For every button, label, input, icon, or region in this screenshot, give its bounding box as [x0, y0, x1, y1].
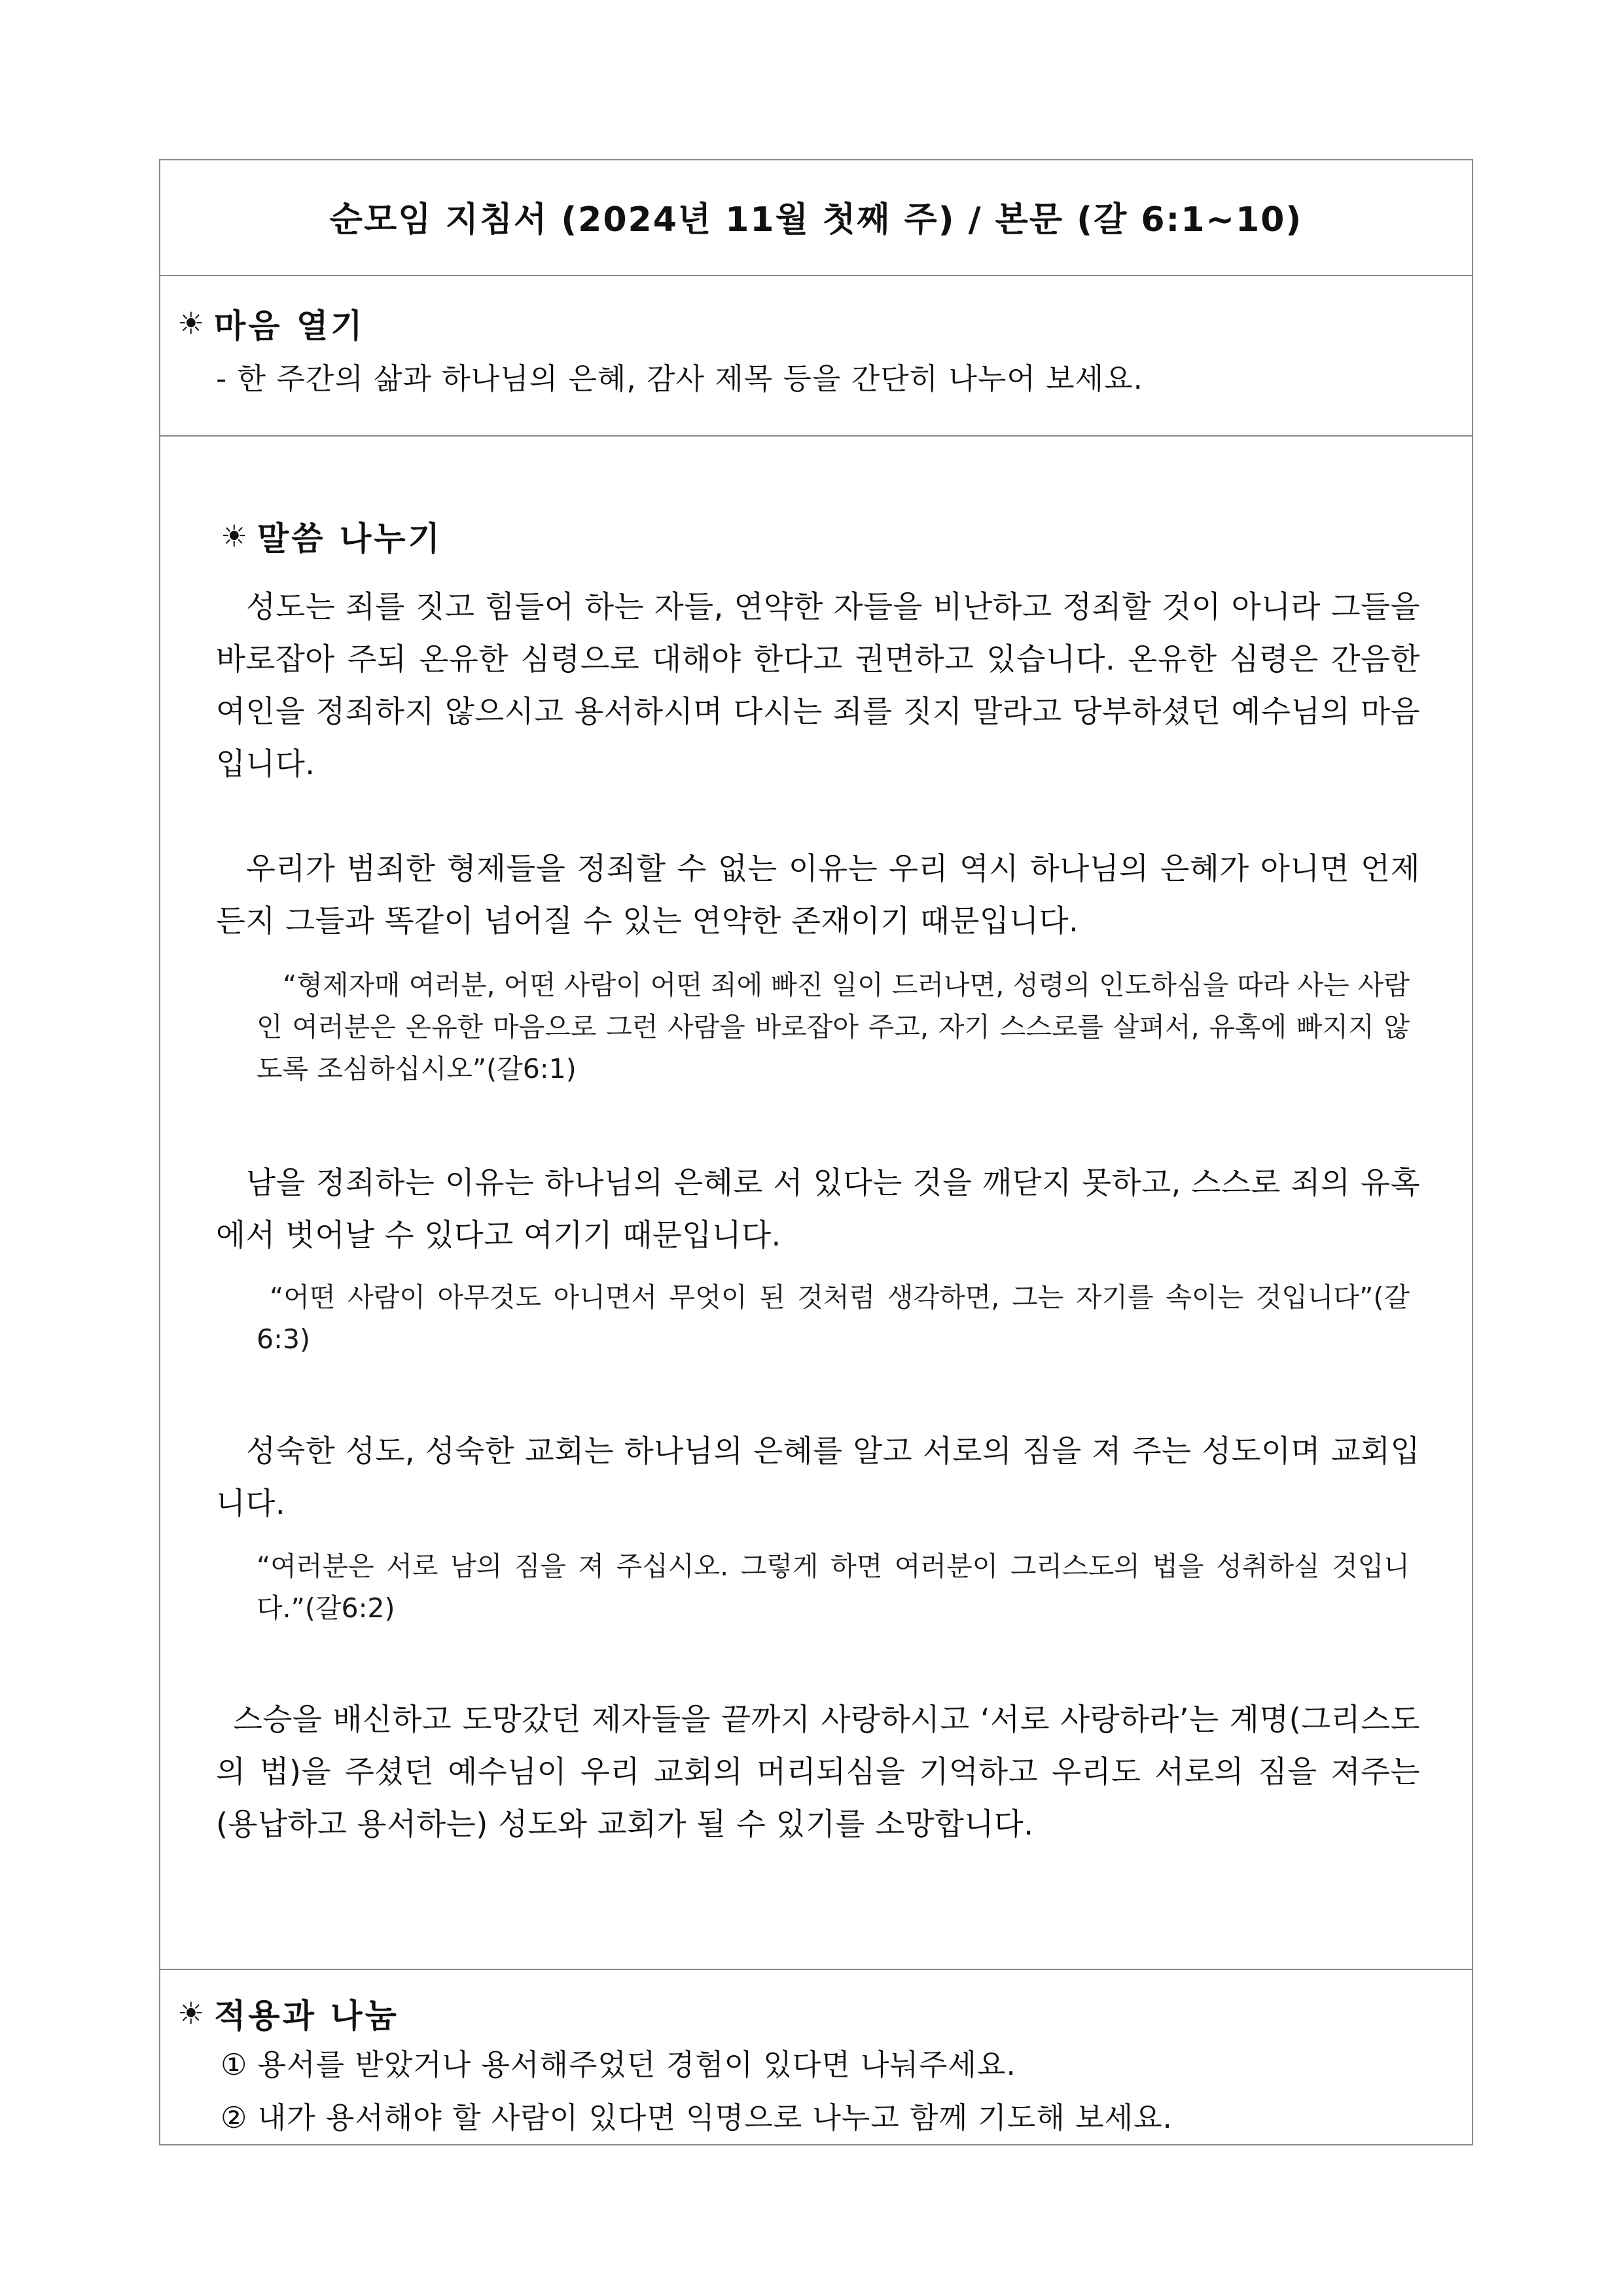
document-title: 순모임 지침서 (2024년 11월 첫째 주) / 본문 (갈 6:1~10): [329, 200, 1303, 240]
open-heart-heading-label: 마음 열기: [214, 307, 365, 345]
scripture-quote: “형제자매 여러분, 어떤 사람이 어떤 죄에 빠진 일이 드러나면, 성령의 인도하심을 따라 사는 사람인 여러분은 온유한 마음으로 그런 사람을 바로잡아 주고, 자기 스스로를 살펴서, 유혹에 빠지지 않도록 조심하십시오”(갈6:1): [257, 969, 1410, 1085]
application-heading-label: 적용과 나눔: [214, 1997, 399, 2035]
open-heart-instruction: - 한 주간의 삶과 하나님의 은혜, 감사 제목 등을 간단히 나누어 보세요.: [216, 361, 1143, 396]
worksheet-table: [159, 159, 1473, 2145]
word-sharing-heading-label: 말씀 나누기: [257, 520, 442, 558]
application-item: ① 용서를 받았거나 용서해주었던 경험이 있다면 나눠주세요.: [221, 2047, 1016, 2082]
paragraph: 남을 정죄하는 이유는 하나님의 은혜로 서 있다는 것을 깨닫지 못하고, 스스로 죄의 유혹에서 벗어날 수 있다고 여기기 때문입니다.: [216, 1165, 1420, 1253]
open-heart-heading: [177, 300, 365, 347]
application-section: [160, 1970, 1472, 2144]
title-row: [160, 160, 1472, 276]
paragraph: 성도는 죄를 짓고 힘들어 하는 자들, 연약한 자들을 비난하고 정죄할 것이 아니라 그들을 바로잡아 주되 온유한 심령으로 대해야 한다고 권면하고 있습니다. 온유한 심령은 간음한 여인을 정죄하지 않으시고 용서하시며 다시는 죄를 짓지 말라고 당부하셨던 예수님의 마음입니다.: [216, 589, 1420, 781]
paragraph: 스승을 배신하고 도망갔던 제자들을 끝까지 사랑하시고 ‘서로 사랑하라’는 계명(그리스도의 법)을 주셨던 예수님이 우리 교회의 머리되심을 기억하고 우리도 서로의 짐을 져주는(용납하고 용서하는) 성도와 교회가 될 수 있기를 소망합니다.: [216, 1702, 1420, 1842]
open-heart-section: [160, 276, 1472, 437]
paragraph: 우리가 범죄한 형제들을 정죄할 수 없는 이유는 우리 역시 하나님의 은혜가 아니면 언제든지 그들과 똑같이 넘어질 수 있는 연약한 존재이기 때문입니다.: [216, 851, 1420, 939]
sun-icon: ☀: [221, 518, 248, 554]
scripture-quote: “여러분은 서로 남의 짐을 져 주십시오. 그렇게 하면 여러분이 그리스도의 법을 성취하실 것입니다.”(갈6:2): [257, 1551, 1410, 1624]
application-item: ② 내가 용서해야 할 사람이 있다면 익명으로 나누고 함께 기도해 보세요.: [221, 2100, 1173, 2135]
word-sharing-heading: [221, 512, 442, 560]
application-heading: [177, 1990, 399, 2037]
scripture-quote: “어떤 사람이 아무것도 아니면서 무엇이 된 것처럼 생각하면, 그는 자기를 속이는 것입니다”(갈6:3): [257, 1282, 1410, 1355]
paragraph: 성숙한 성도, 성숙한 교회는 하나님의 은혜를 알고 서로의 짐을 져 주는 성도이며 교회입니다.: [216, 1433, 1420, 1521]
sun-icon: ☀: [177, 306, 205, 341]
sun-icon: ☀: [177, 1996, 205, 2031]
word-sharing-section: [160, 437, 1472, 1970]
